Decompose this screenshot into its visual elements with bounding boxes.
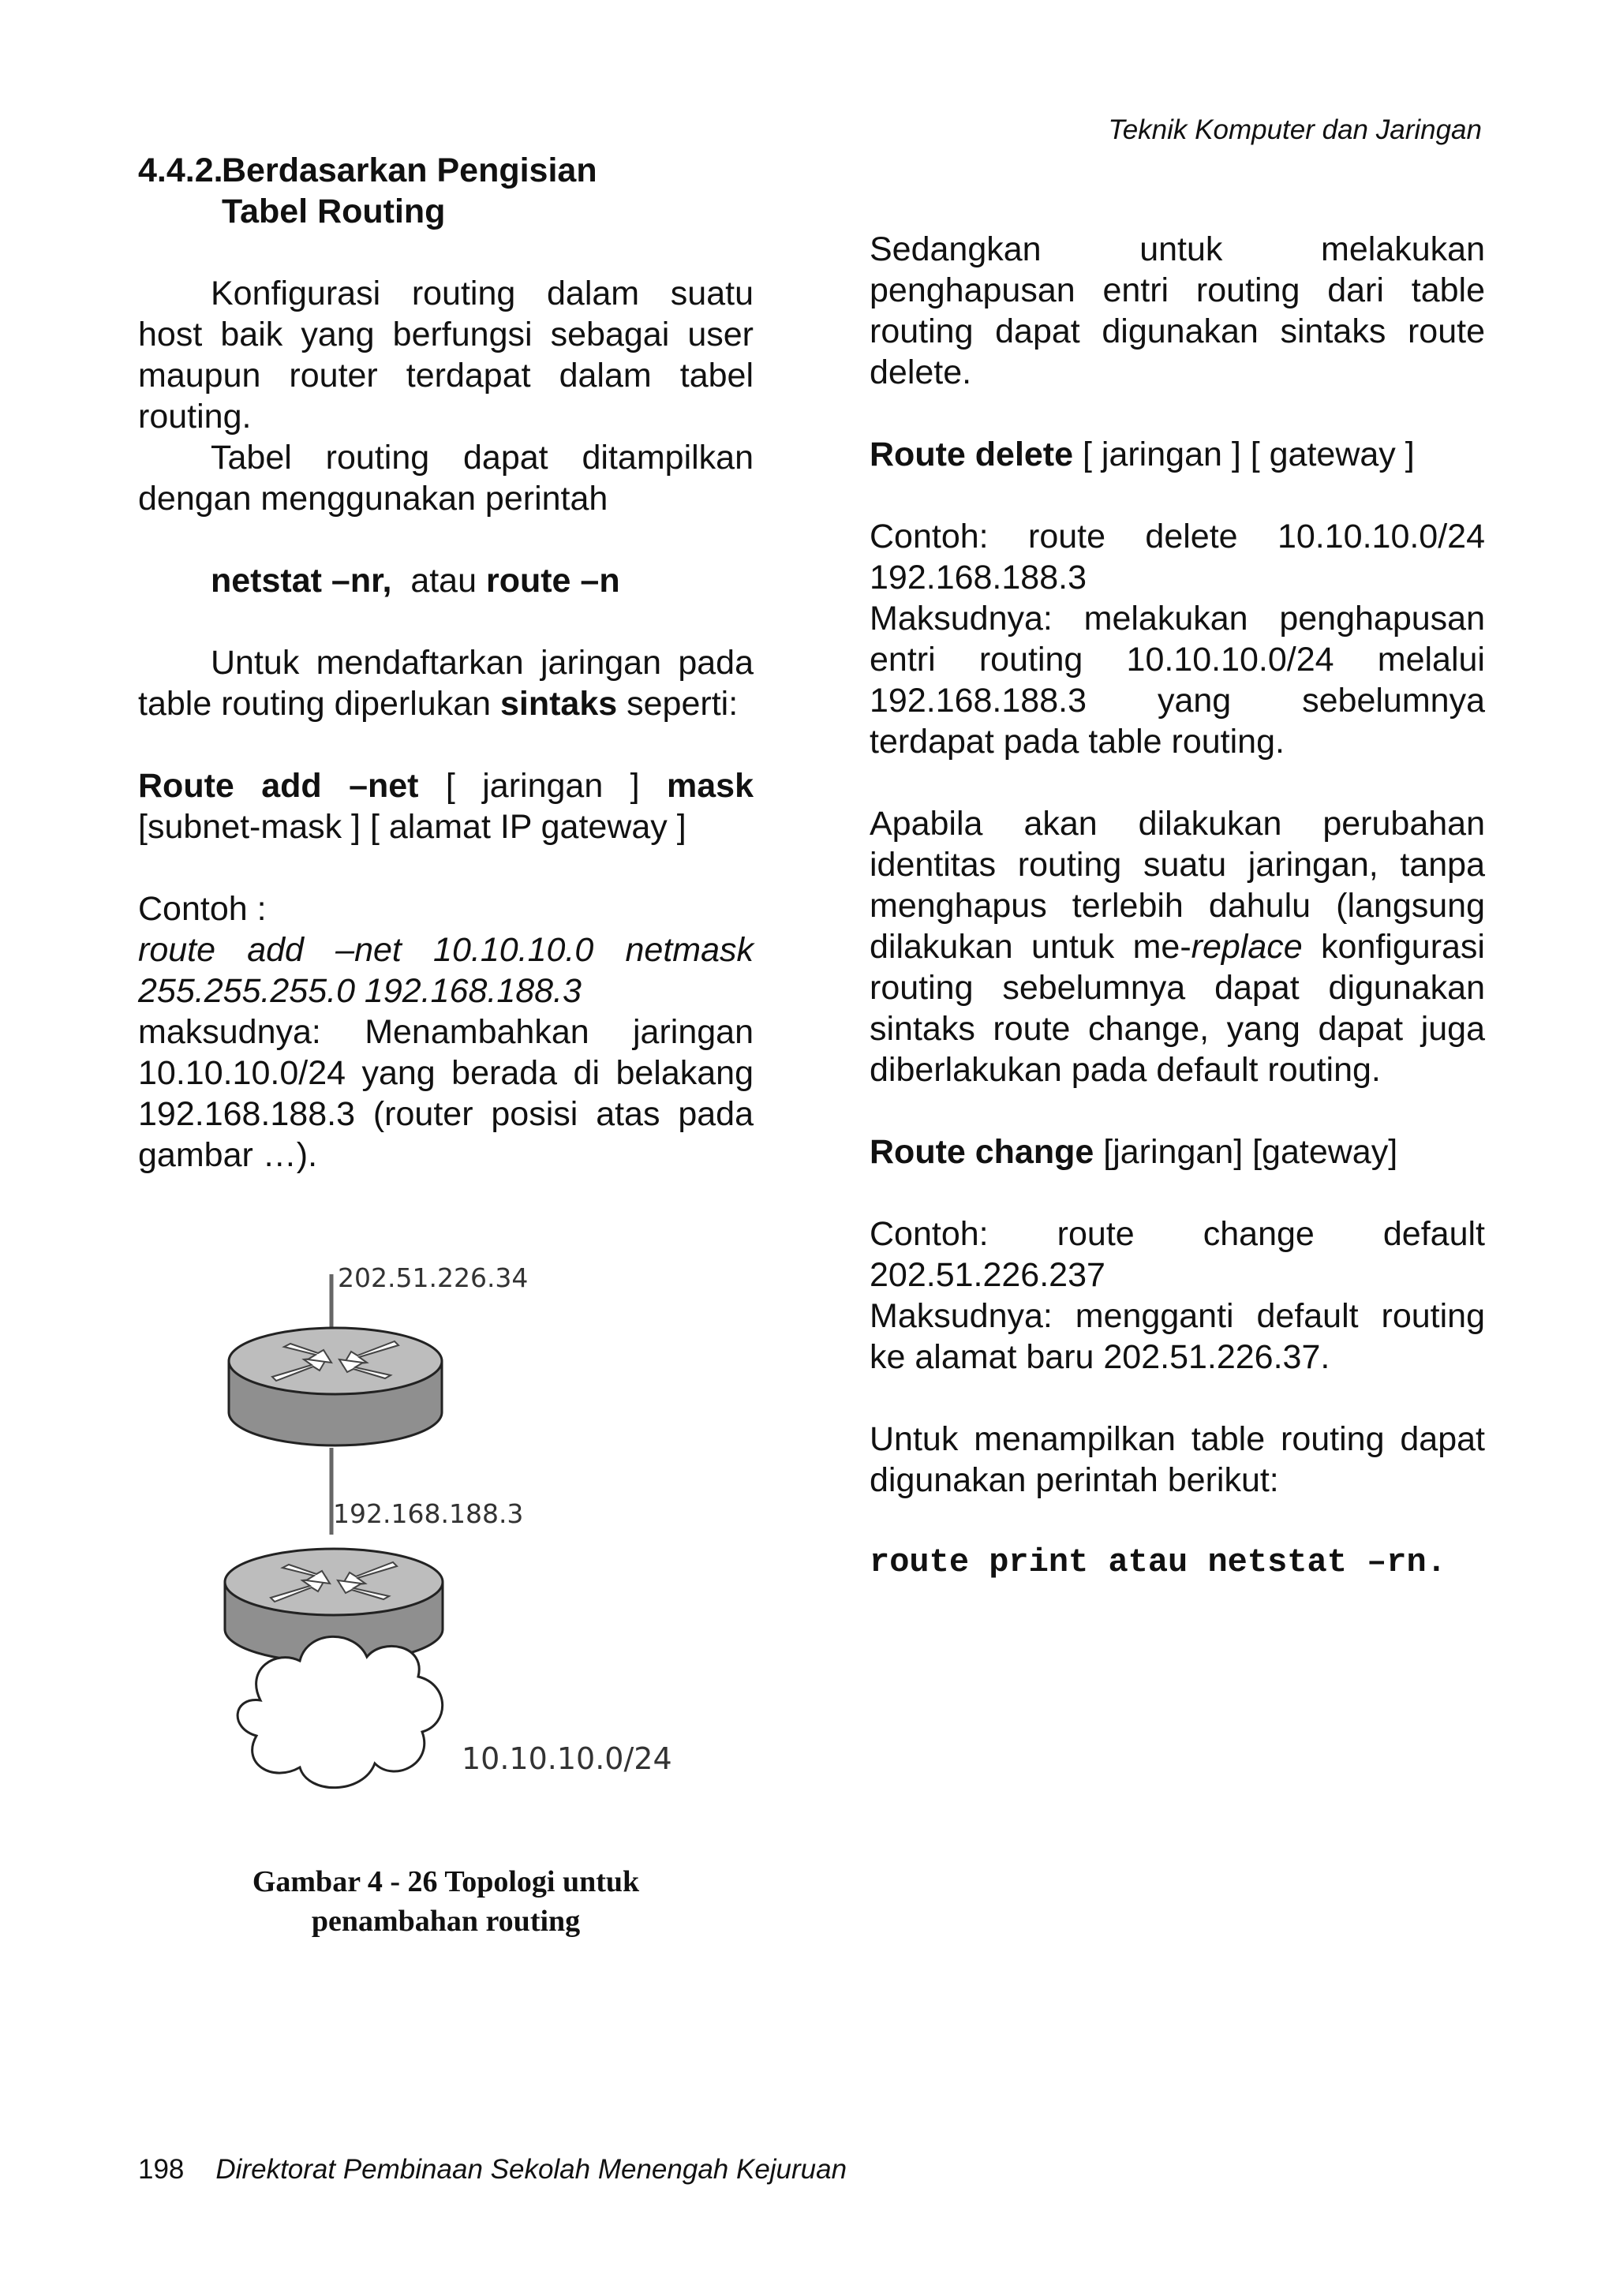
change-intro	[870, 803, 1485, 1090]
change-description: Maksudnya: mengganti default routing ke alamat baru 202.51.226.37.	[870, 1297, 1485, 1376]
command-or: atau	[410, 562, 477, 600]
syntax-delete-rest: [ jaringan ] [ gateway ]	[1083, 436, 1415, 473]
paragraph-3-bold: sintaks	[499, 685, 618, 723]
footer-org: Direktorat Pembinaan Sekolah Menengah Kejuruan	[215, 2154, 847, 2185]
syntax-route-delete: Route delete	[870, 436, 1074, 473]
paragraph-3-end: seperti:	[627, 685, 739, 723]
paragraph-3-start: Untuk mendaftarkan jaringan pada table routing diperlukan	[138, 644, 754, 723]
delete-example: Contoh: route delete 10.10.10.0/24 192.168.188.3	[870, 518, 1485, 596]
change-intro-start: Apabila akan dilakukan perubahan identitas routing suatu jaringan, tanpa menghapus terlebih dahulu (langsung dilakukan untuk me-	[870, 805, 1485, 966]
example-label: Contoh :	[138, 890, 267, 928]
syntax-route-add: Route add –net	[138, 767, 419, 805]
syntax-rest: [subnet-mask ] [ alamat IP gateway ]	[138, 808, 686, 846]
right-column	[870, 229, 1485, 1583]
change-example: Contoh: route change default 202.51.226.237	[870, 1215, 1485, 1294]
syntax-change-rest: [jaringan] [gateway]	[1103, 1133, 1398, 1171]
route-delete-syntax	[870, 434, 1485, 475]
syntax-route-change: Route change	[870, 1133, 1094, 1171]
network-label: 10.10.10.0/24	[462, 1741, 672, 1776]
top-router-icon	[229, 1328, 442, 1445]
syntax-mask: mask	[667, 767, 754, 805]
page-footer	[138, 2154, 847, 2186]
paragraph-1: Konfigurasi routing dalam suatu host baik yang berfungsi sebagai user maupun router terdapat dalam tabel routing.	[138, 275, 754, 436]
section-number: 4.4.2.	[138, 151, 223, 189]
left-column	[138, 150, 754, 1176]
section-heading	[138, 150, 754, 232]
final-command: route print atau netstat –rn.	[870, 1543, 1446, 1581]
print-intro: Untuk menampilkan table routing dapat digunakan perintah berikut:	[870, 1420, 1485, 1499]
change-intro-italic: replace	[1191, 928, 1303, 966]
figure-caption	[138, 1862, 754, 1941]
route-add-syntax	[138, 765, 754, 847]
section-title-line-1: Berdasarkan Pengisian	[222, 151, 597, 189]
topology-diagram	[197, 1258, 702, 1858]
command-line	[138, 560, 754, 601]
delete-description: Maksudnya: melakukan penghapusan entri routing 10.10.10.0/24 melalui 192.168.188.3 yang sebelumnya terdapat pada table routing.	[870, 600, 1485, 761]
route-change-syntax	[870, 1131, 1485, 1172]
example-description: maksudnya: Menambahkan jaringan 10.10.10.0/24 yang berada di belakang 192.168.188.3 (router posisi atas pada gambar …).	[138, 1013, 754, 1174]
syntax-network: [ jaringan ]	[445, 767, 640, 805]
caption-line-1: Gambar 4 - 26 Topologi untuk	[252, 1865, 640, 1898]
command-route: route –n	[485, 562, 620, 600]
delete-intro: Sedangkan untuk melakukan penghapusan entri routing dari table routing dapat digunakan sintaks route delete.	[870, 230, 1485, 391]
change-intro-end: konfigurasi routing sebelumnya dapat digunakan sintaks route change, yang dapat juga diberlakukan pada default routing.	[870, 928, 1485, 1089]
network-cloud-icon	[238, 1636, 443, 1787]
topology-figure	[197, 1258, 702, 1858]
running-header: Teknik Komputer dan Jaringan	[1108, 114, 1482, 145]
paragraph-3	[138, 642, 754, 724]
example-command: route add –net 10.10.10.0 netmask 255.255.255.0 192.168.188.3	[138, 931, 754, 1010]
command-netstat: netstat –nr,	[211, 562, 392, 600]
paragraph-2: Tabel routing dapat ditampilkan dengan menggunakan perintah	[138, 439, 754, 518]
page-number: 198	[138, 2154, 185, 2185]
bottom-router-ip: 192.168.188.3	[333, 1498, 524, 1529]
section-title-line-2: Tabel Routing	[222, 193, 446, 230]
top-router-ip: 202.51.226.34	[338, 1262, 529, 1293]
caption-line-2: penambahan routing	[311, 1905, 581, 1938]
